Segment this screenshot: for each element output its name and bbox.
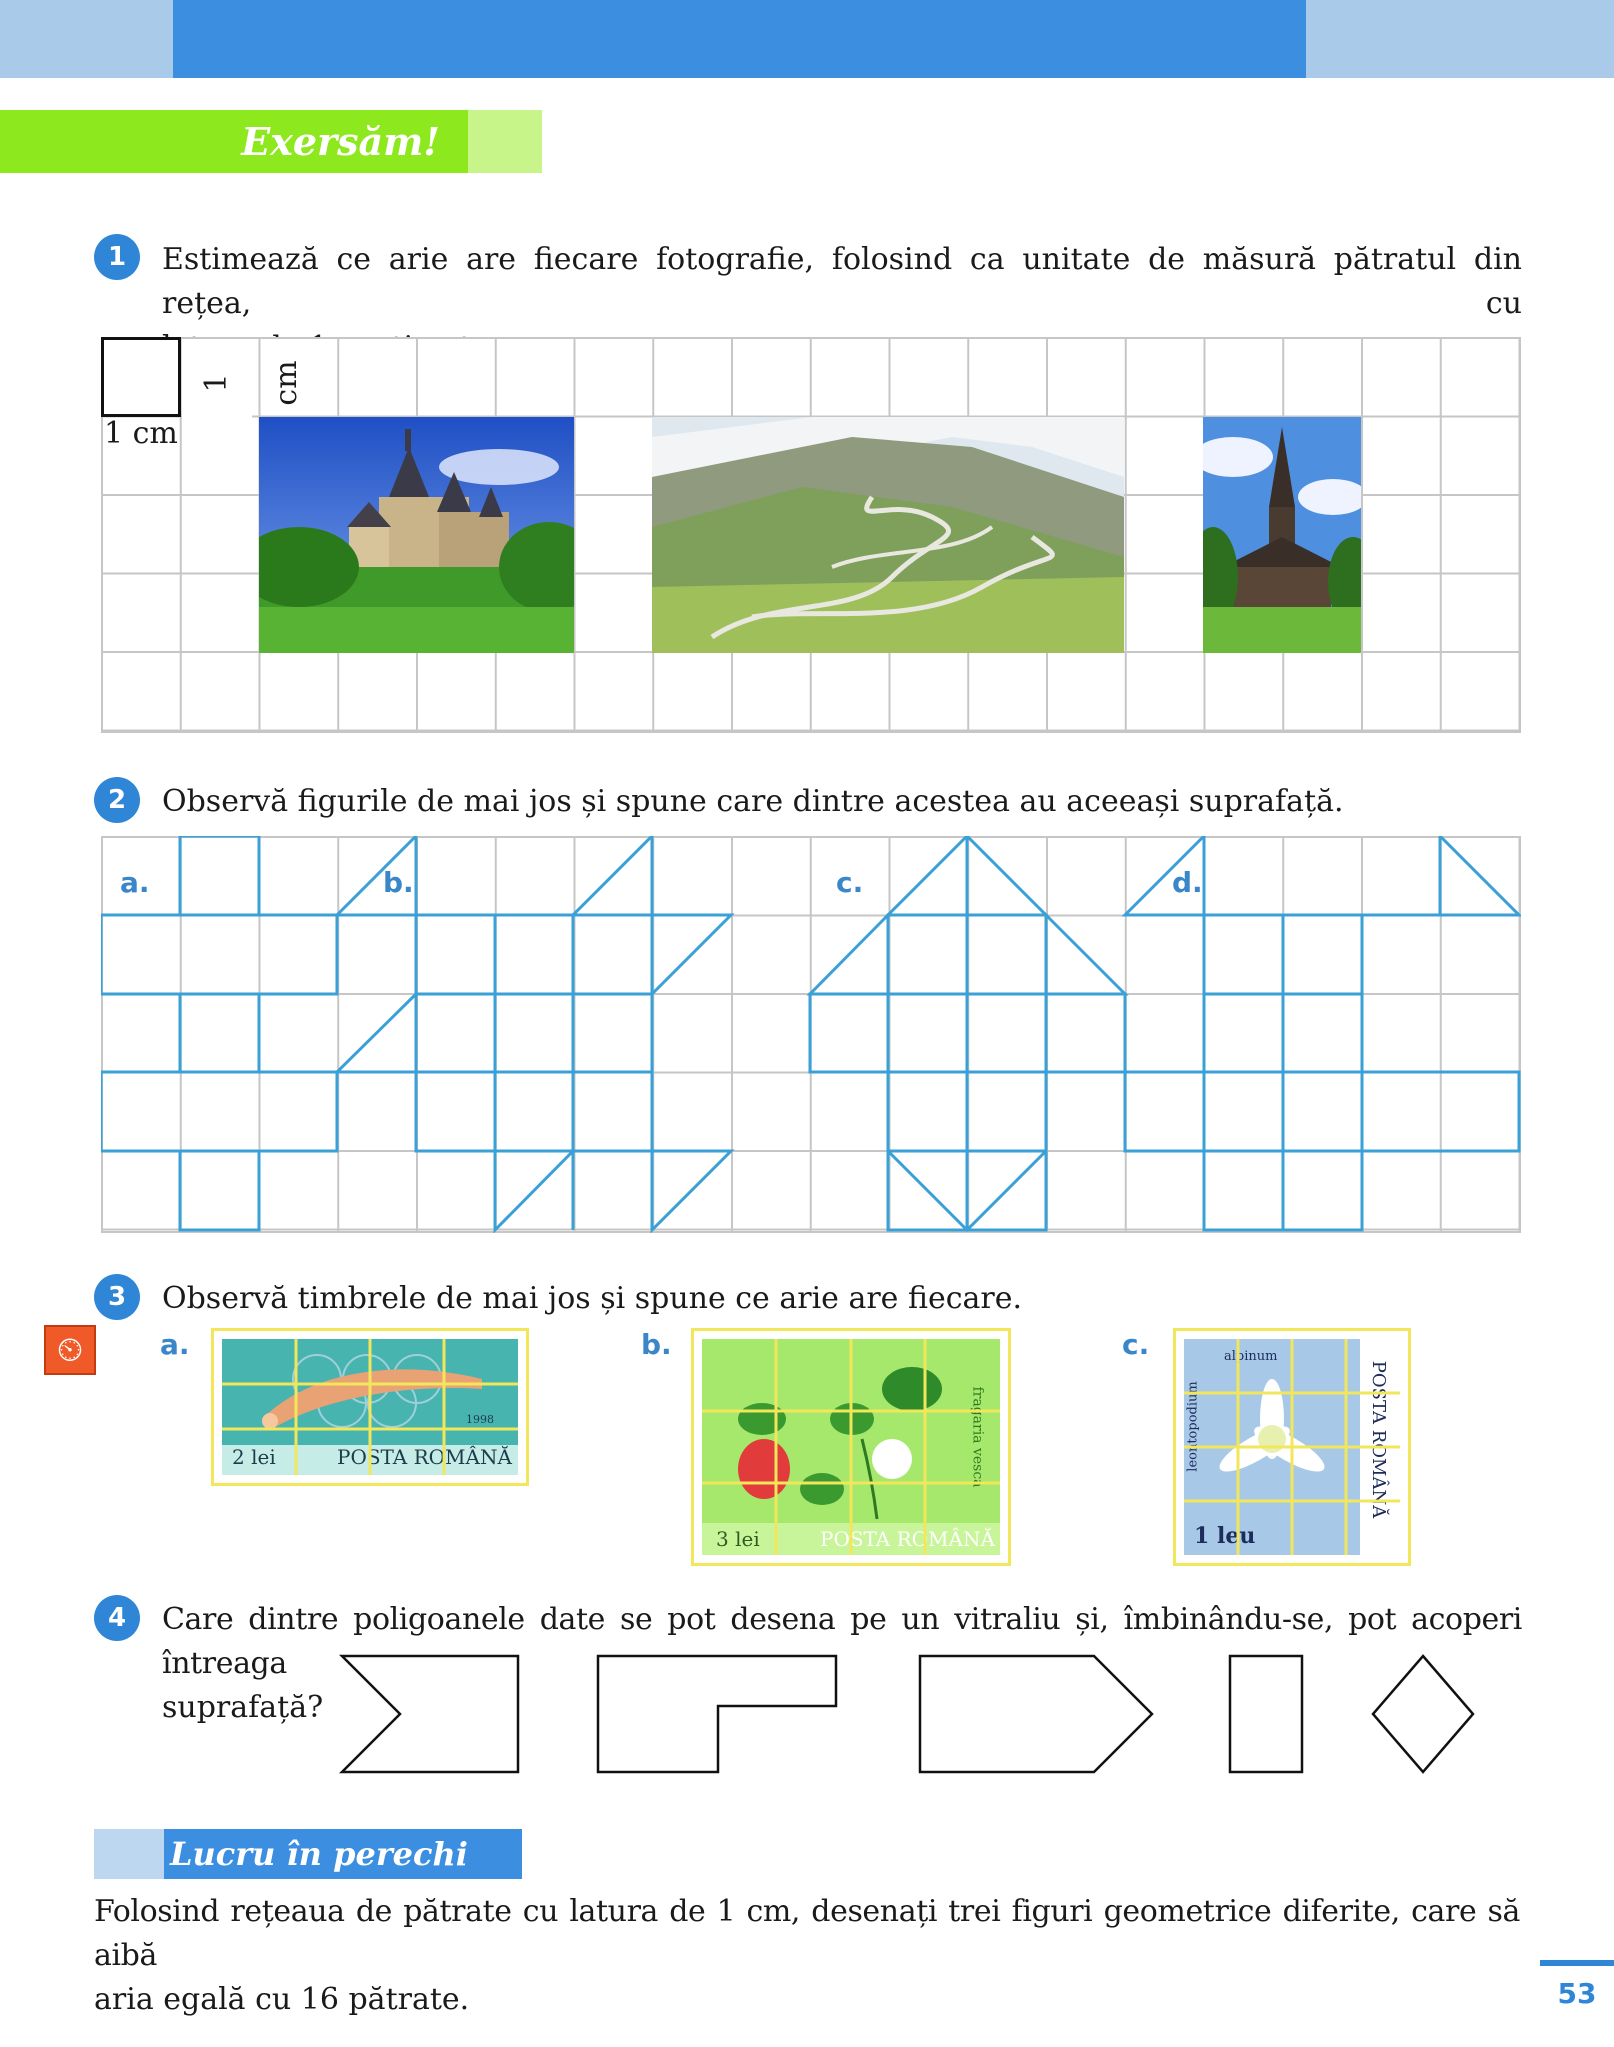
- polygons-exercise-4: [330, 1648, 1480, 1778]
- exercise-4-line1: Care dintre poligoanele date se pot desena pe un vitraliu și, îmbinându-se, pot acoperi întreaga: [162, 1602, 1522, 1681]
- pairs-text: [94, 1890, 1520, 2022]
- photo-mountain-road: [652, 417, 1124, 653]
- stamp-c: [1173, 1328, 1411, 1566]
- unit-label-horizontal: 1 cm: [104, 416, 178, 451]
- figure-b-label: b.: [383, 866, 414, 899]
- pairs-title: Lucru în perechi: [170, 1835, 468, 1873]
- page-number: 53: [1557, 1977, 1597, 2010]
- exercise-1-line1: Estimează ce arie are fiecare fotografie, folosind ca unitate de măsură pătratul din rețea, cu: [162, 242, 1522, 321]
- exercise-number-3: 3: [94, 1274, 140, 1320]
- unit-square: [101, 337, 181, 417]
- exercise-number-4: 4: [94, 1595, 140, 1641]
- header-bar-accent: [173, 0, 1306, 78]
- timer-icon: ⏲: [44, 1325, 96, 1375]
- pairs-banner-accent: [94, 1829, 164, 1879]
- figure-d-label: d.: [1172, 866, 1203, 899]
- page-number-rule: [1540, 1960, 1614, 1966]
- photo-castle: [259, 417, 574, 653]
- stamp-a-label: a.: [160, 1328, 190, 1361]
- pairs-text-line2: aria egală cu 16 pătrate.: [94, 1982, 470, 2017]
- exercise-number-2: 2: [94, 777, 140, 823]
- exercise-2-text: Observă figurile de mai jos și spune care dintre acestea au aceeași suprafață.: [162, 784, 1344, 819]
- stamp-c-value: 1 leu: [1194, 1523, 1256, 1549]
- exercise-4-line2: suprafață?: [162, 1690, 324, 1725]
- figure-a-label: a.: [120, 866, 150, 899]
- unit-label-vertical: 1 cm: [182, 348, 252, 418]
- stamp-c-country: POSTA ROMÂNĂ: [1368, 1360, 1390, 1519]
- figure-c-label: c.: [836, 866, 864, 899]
- polygon-l-shape: [598, 1656, 836, 1772]
- stamp-b-caption: fragaria vesca: [969, 1386, 986, 1488]
- stamp-c-caption2: leontopodium: [1185, 1381, 1201, 1472]
- stamp-b: [691, 1328, 1011, 1566]
- shapes-exercise-2: [101, 836, 1521, 1233]
- stamp-a-year: 1998: [466, 1413, 494, 1426]
- exercise-number-1: 1: [94, 234, 140, 280]
- stamp-b-value: 3 lei: [716, 1527, 760, 1551]
- photo-wooden-church: [1203, 417, 1361, 653]
- polygon-rectangle: [1230, 1656, 1302, 1772]
- pairs-text-line1: Folosind rețeaua de pătrate cu latura de 1 cm, desenați trei figuri geometrice diferite, care să aibă: [94, 1894, 1520, 1973]
- banner-accent: [468, 110, 542, 173]
- stamp-a-country: POSTA ROMÂNĂ: [337, 1445, 512, 1469]
- stamp-c-caption1: alpinum: [1224, 1349, 1278, 1364]
- stamp-b-country: POSTA ROMÂNĂ: [820, 1527, 995, 1551]
- stamp-a: [211, 1328, 529, 1486]
- section-title: Exersăm!: [241, 119, 440, 164]
- polygon-pentagon: [920, 1656, 1152, 1772]
- stamp-b-label: b.: [641, 1328, 672, 1361]
- stamp-a-value: 2 lei: [232, 1445, 276, 1469]
- polygon-rhombus: [1373, 1656, 1473, 1772]
- exercise-3-text: Observă timbrele de mai jos și spune ce arie are fiecare.: [162, 1281, 1023, 1316]
- polygon-chevron: [342, 1656, 518, 1772]
- stamp-c-label: c.: [1122, 1328, 1150, 1361]
